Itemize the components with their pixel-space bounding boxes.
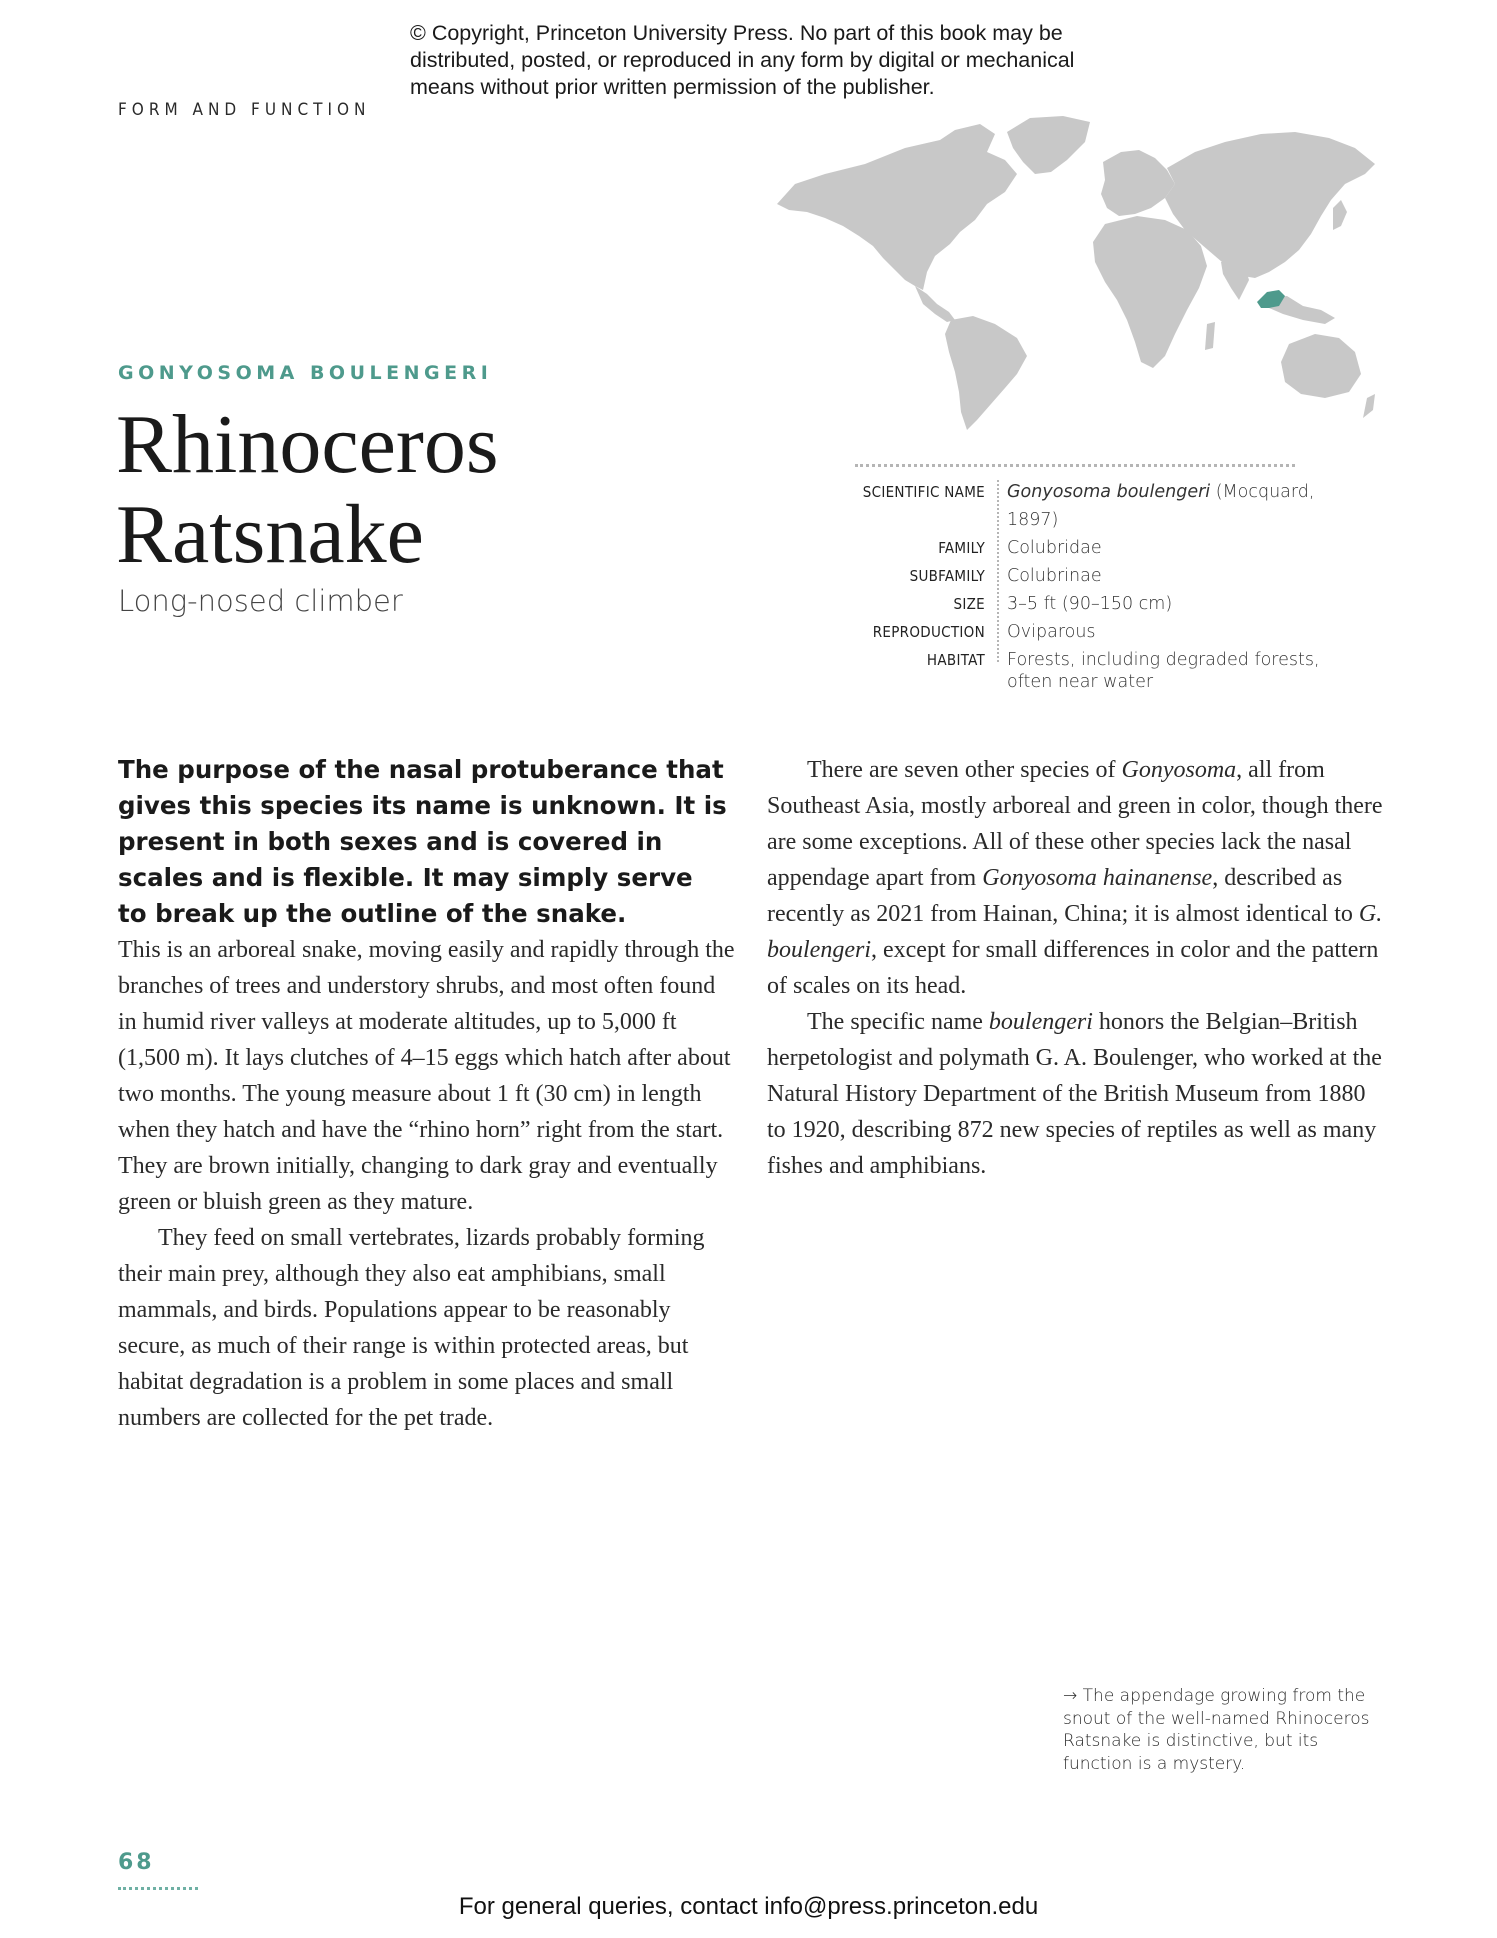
world-distribution-map <box>755 112 1380 434</box>
text-run-italic: Gonyosoma <box>1121 757 1237 783</box>
fact-row-habitat <box>840 646 1360 693</box>
text-run: , except for small differences in color and the pattern of scales on its head. <box>767 937 1379 999</box>
fact-row-reproduction <box>840 618 1360 646</box>
copyright-notice <box>410 20 1130 101</box>
title-line: Rhinoceros <box>116 398 499 491</box>
text-run-italic: Gonyosoma hainanense <box>982 865 1213 891</box>
map-south-america <box>945 316 1027 430</box>
fact-value <box>1007 646 1360 693</box>
text-run: There are seven other species of <box>807 757 1122 783</box>
fact-label: SCIENTIFIC NAME <box>862 483 985 501</box>
body-column-left <box>118 932 738 1436</box>
map-japan <box>1333 200 1347 230</box>
fact-value: Oviparous <box>1007 622 1096 642</box>
contact-footer: For general queries, contact info@press.princeton.edu <box>458 1893 1039 1920</box>
body-paragraph: They feed on small vertebrates, lizards probably forming their main prey, although they also eat amphibians, small mammals, and birds. Populations appear to be reasonably secure, as much of their range is within protected areas, but habitat degradation is a problem in some places and small numbers are collected for the pet trade. <box>118 1225 705 1431</box>
page-number: 68 <box>118 1850 155 1875</box>
fact-row-family <box>840 534 1360 562</box>
fact-label: HABITAT <box>926 651 985 669</box>
map-africa <box>1093 216 1207 368</box>
fact-label: REPRODUCTION <box>872 623 985 641</box>
copyright-line: means without prior written permission of the publisher. <box>410 75 935 99</box>
body-column-right <box>767 752 1387 1184</box>
intro-paragraph: The purpose of the nasal protuberance that gives this species its name is unknown. It is present in both sexes and is covered in scales and is flexible. It may simply serve to break up the outline of the snake. <box>118 755 727 928</box>
text-run: , all from Southeast Asia, mostly arboreal and green in color, though there are some exceptions. All of these other species lack the nasal appendage apart from <box>767 757 1383 891</box>
photo-caption <box>1063 1685 1383 1775</box>
copyright-line: © Copyright, Princeton University Press. No part of this book may be <box>410 21 1063 45</box>
fact-label: SIZE <box>953 595 985 613</box>
text-run: , described as recently as 2021 from Hainan, China; it is almost identical to <box>767 865 1359 927</box>
species-latin-name: GONYOSOMA BOULENGERI <box>118 362 493 384</box>
fact-label: FAMILY <box>938 539 985 557</box>
text-run-italic: G. boulengeri <box>767 901 1383 963</box>
map-greenland <box>1007 116 1090 174</box>
fact-row-scientific-name <box>840 478 1360 534</box>
text-run-italic: boulengeri <box>988 1009 1093 1035</box>
fact-row-size <box>840 590 1360 618</box>
caption-text: The appendage growing from the snout of the well-named Rhinoceros Ratsnake is distinctive, but its function is a mystery. <box>1063 1686 1370 1774</box>
copyright-line: distributed, posted, or reproduced in any form by digital or mechanical <box>410 48 1075 72</box>
species-common-name <box>116 400 499 580</box>
arrow-right-icon: → <box>1063 1686 1078 1706</box>
species-nickname: Long-nosed climber <box>118 584 403 618</box>
page-number-dots <box>118 1887 198 1890</box>
fact-value-italic: Gonyosoma boulengeri <box>1007 482 1211 502</box>
fact-value-rest: (Mocquard, 1897) <box>1007 482 1315 530</box>
facts-divider <box>855 464 1295 467</box>
text-run: honors the Belgian–British herpetologist and polymath G. A. Boulenger, who worked at the Natural History Department of the British Museum from 1880 to 1920, describing 872 new species of reptiles as well as many fishes and amphibians. <box>767 1009 1382 1179</box>
fact-label: SUBFAMILY <box>909 567 985 585</box>
fact-row-subfamily <box>840 562 1360 590</box>
title-line: Ratsnake <box>116 488 424 581</box>
fact-value: 3–5 ft (90–150 cm) <box>1007 594 1173 614</box>
map-central-america <box>915 286 955 322</box>
fact-table <box>840 478 1360 693</box>
fact-value-line: often near water <box>1007 672 1154 692</box>
map-australia <box>1281 334 1361 398</box>
body-paragraph <box>767 752 1387 1004</box>
running-head: FORM AND FUNCTION <box>118 100 371 120</box>
map-new-zealand <box>1363 394 1375 418</box>
map-europe <box>1101 150 1175 216</box>
fact-value: Colubrinae <box>1007 566 1102 586</box>
fact-value-line: Forests, including degraded forests, <box>1007 650 1320 670</box>
fact-value <box>1007 478 1360 534</box>
body-paragraph <box>767 1004 1387 1184</box>
text-run: The specific name <box>807 1009 989 1035</box>
map-north-america <box>777 124 1017 290</box>
body-paragraph: This is an arboreal snake, moving easily and rapidly through the branches of trees and understory shrubs, and most often found in humid river valleys at moderate altitudes, up to 5,000 ft (1,500 m). It lays clutches of 4–15 eggs which hatch after about two months. The young measure about 1 ft (30 cm) in length when they hatch and have the “rhino horn” right from the start. They are brown initially, changing to dark gray and eventually green or bluish green as they mature. <box>118 937 735 1215</box>
map-madagascar <box>1205 322 1215 350</box>
fact-value: Colubridae <box>1007 538 1102 558</box>
